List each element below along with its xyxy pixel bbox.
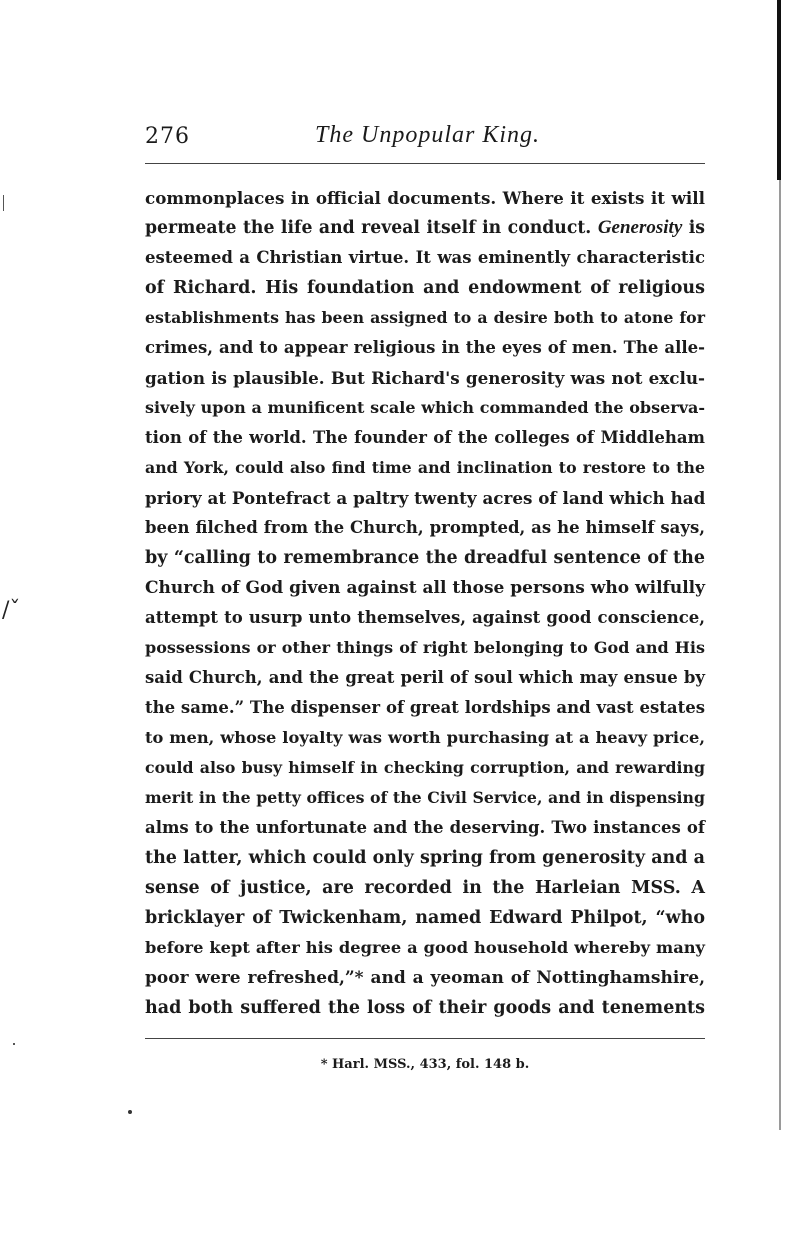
text-line: commonplaces in official documents. Where it exists it will <box>145 188 705 208</box>
text-line: merit in the petty offices of the Civil Service, and in dispensing <box>145 788 705 807</box>
text-line: priory at Pontefract a paltry twenty acres of land which had <box>145 488 706 508</box>
running-title: The Unpopular King. <box>315 122 541 148</box>
text-line: had both suffered the loss of their goods and tenements <box>145 998 705 1018</box>
text-line: and York, could also find time and inclination to restore to the <box>145 458 705 477</box>
text-line: attempt to usurp unto themselves, against good conscience, <box>145 608 705 627</box>
text-line: permeate the life and reveal itself in conduct. Generosity is <box>145 217 705 238</box>
text-line: poor were refreshed,”* and a yeoman of Nottinghamshire, <box>145 968 705 988</box>
text-line: crimes, and to appear religious in the eyes of men. The alle- <box>145 338 705 357</box>
text-line: before kept after his degree a good household whereby many <box>145 938 705 957</box>
text-line: tion of the world. The founder of the colleges of Middleham <box>145 428 705 447</box>
text-line: Church of God given against all those persons who wilfully <box>145 578 705 598</box>
text-line: bricklayer of Twickenham, named Edward Philpot, “who <box>145 908 705 928</box>
page-number: 276 <box>145 124 190 149</box>
text-line: alms to the unfortunate and the deserving. Two instances of <box>145 818 705 837</box>
text-line: to men, whose loyalty was worth purchasing at a heavy price, <box>145 728 705 747</box>
footnote: * Harl. MSS., 433, fol. 148 b. <box>320 1057 530 1072</box>
margin-tick <box>3 195 4 211</box>
text-line: the latter, which could only spring from generosity and a <box>145 848 705 868</box>
text-line: of Richard. His foundation and endowment of religious <box>145 278 705 298</box>
text-line: by “calling to remembrance the dreadful sentence of the <box>145 548 705 568</box>
page-edge-shadow <box>779 180 781 1130</box>
page-header <box>145 120 705 160</box>
page-edge-binding <box>777 0 781 180</box>
text-line: establishments has been assigned to a desire both to atone for <box>145 308 705 327</box>
text-line: sively upon a munificent scale which commanded the observa- <box>145 398 705 417</box>
text-line: gation is plausible. But Richard's generosity was not exclu- <box>145 368 705 388</box>
header-rule <box>145 163 705 164</box>
body-text <box>145 183 705 1023</box>
margin-pencil-mark: /ˇ <box>2 598 21 623</box>
text-line: been filched from the Church, prompted, as he himself says, <box>145 518 705 537</box>
text-line: sense of justice, are recorded in the Harleian MSS. A <box>145 878 705 898</box>
text-line: could also busy himself in checking corruption, and rewarding <box>145 758 705 777</box>
text-line: possessions or other things of right belonging to God and His <box>145 638 705 657</box>
text-line: the same.” The dispenser of great lordships and vast estates <box>145 698 705 717</box>
footnote-rule <box>145 1038 705 1039</box>
margin-dot <box>128 1110 132 1114</box>
text-line: said Church, and the great peril of soul which may ensue by <box>145 668 705 687</box>
text-line: esteemed a Christian virtue. It was eminently characteristic <box>145 248 705 267</box>
margin-speck <box>13 1043 15 1045</box>
